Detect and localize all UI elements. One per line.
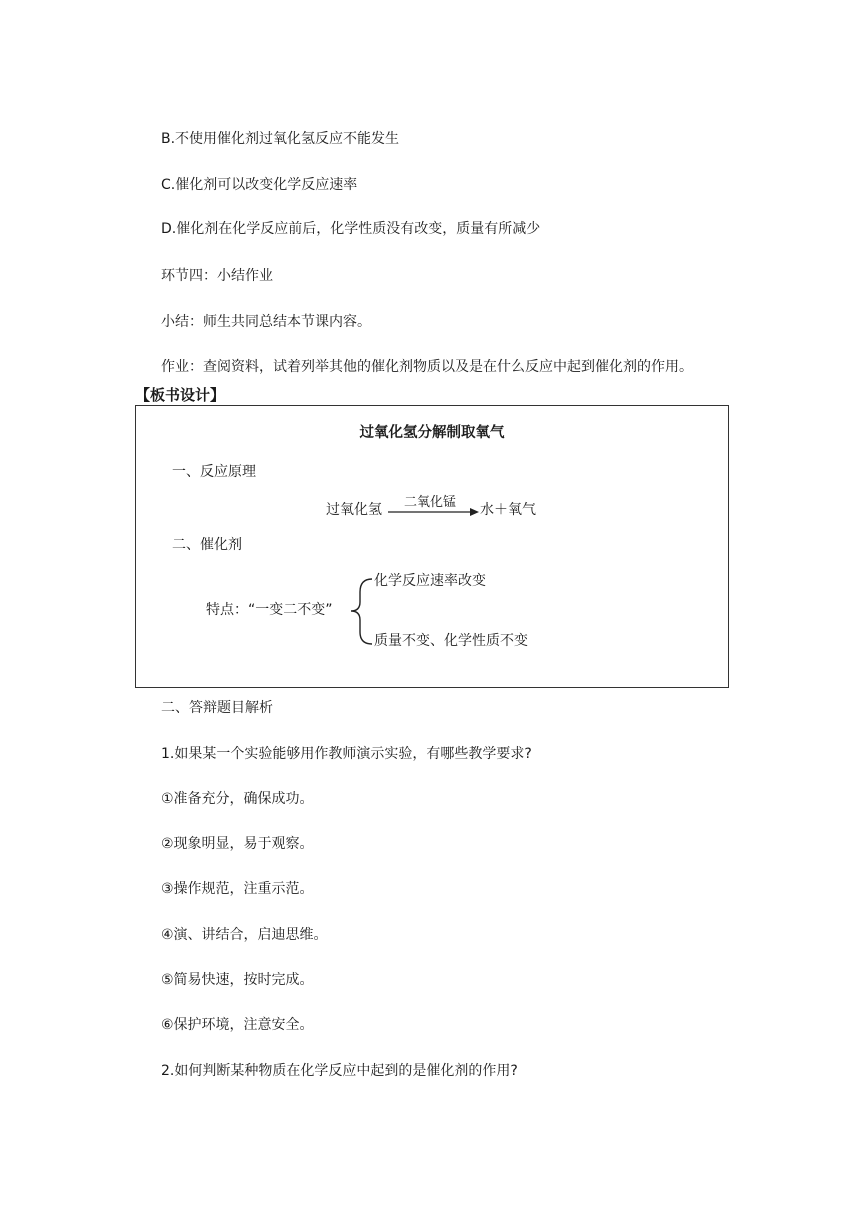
option-d: D.催化剂在化学反应前后，化学性质没有改变，质量有所减少 <box>161 221 541 237</box>
option-c: C.催化剂可以改变化学反应速率 <box>161 177 358 193</box>
blackboard-design-box <box>135 405 729 688</box>
products: 水＋氧气 <box>480 502 536 518</box>
feature-rate-change: 化学反应速率改变 <box>374 573 486 589</box>
feature-label: 特点：“一变二不变” <box>206 602 333 618</box>
requirement-1: ①准备充分，确保成功。 <box>161 791 314 807</box>
board-diagram-lines <box>136 406 730 689</box>
question-1: 1.如果某一个实验能够用作教师演示实验，有哪些教学要求? <box>161 746 532 762</box>
section-heading-defense: 二、答辩题目解析 <box>161 700 273 716</box>
board-section-1: 一、反应原理 <box>172 464 256 480</box>
requirement-4: ④演、讲结合，启迪思维。 <box>161 927 328 943</box>
requirement-5: ⑤简易快速，按时完成。 <box>161 972 314 988</box>
reactant: 过氧化氢 <box>326 502 382 518</box>
requirement-3: ③操作规范，注重示范。 <box>161 881 314 897</box>
catalyst-label: 二氧化锰 <box>404 495 457 510</box>
requirement-6: ⑥保护环境，注意安全。 <box>161 1017 314 1033</box>
board-title: 过氧化氢分解制取氧气 <box>359 425 505 441</box>
board-section-2: 二、催化剂 <box>172 537 242 553</box>
reaction-arrowhead <box>470 508 479 516</box>
section-heading-summary: 环节四：小结作业 <box>161 268 273 284</box>
homework-text: 作业：查阅资料，试着列举其他的催化剂物质以及是在什么反应中起到催化剂的作用。 <box>161 359 693 375</box>
requirement-2: ②现象明显，易于观察。 <box>161 836 314 852</box>
feature-brace <box>351 579 372 644</box>
option-b: B.不使用催化剂过氧化氢反应不能发生 <box>161 131 400 147</box>
question-2: 2.如何判断某种物质在化学反应中起到的是催化剂的作用? <box>161 1063 518 1079</box>
summary-text: 小结：师生共同总结本节课内容。 <box>161 314 371 330</box>
feature-unchanged: 质量不变、化学性质不变 <box>374 633 528 649</box>
board-design-heading: 【板书设计】 <box>135 386 226 404</box>
